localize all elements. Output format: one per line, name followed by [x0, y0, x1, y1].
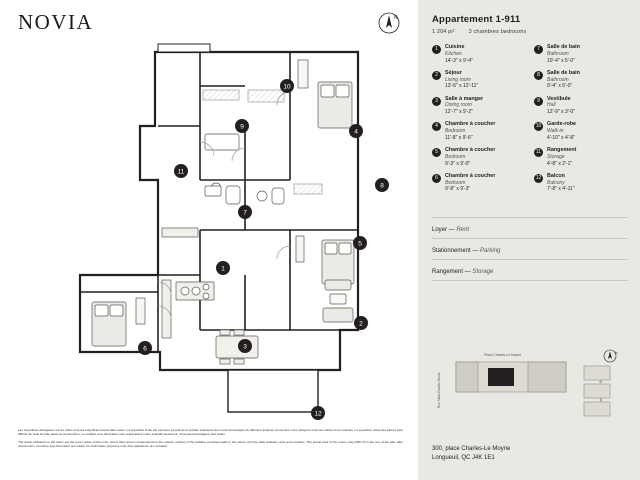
room-number-badge: 3 — [432, 97, 441, 106]
room-name-en: Storage — [547, 153, 565, 160]
unit-bedrooms-fr: 3 chambres — [468, 29, 499, 35]
room-dimensions: 12'-9" x 3'-0" — [547, 109, 575, 115]
svg-text:6: 6 — [143, 345, 147, 353]
svg-text:N: N — [394, 15, 398, 21]
room-name-fr: Chambre à coucher — [445, 172, 496, 179]
room-name-fr: Salle de bain — [547, 44, 580, 50]
room-name-fr: Rangement — [547, 147, 577, 153]
room-name-fr: Chambre à coucher — [445, 147, 496, 153]
room-name-en: Balcony — [547, 179, 565, 186]
room-dimensions: 14'-3" x 9'-4" — [445, 57, 473, 64]
room-legend-item — [432, 70, 526, 90]
page-title: Appartement 1-911 — [432, 14, 521, 25]
svg-text:3: 3 — [243, 343, 247, 351]
svg-text:Place Charles-Le Moyne: Place Charles-Le Moyne — [484, 353, 522, 357]
info-panel — [418, 0, 640, 480]
room-dimensions: 12'-7" x 9'-2" — [445, 109, 473, 115]
room-dimensions: 4'-8" x 2'-1" — [547, 160, 573, 167]
room-dimensions: 13'-6" x 12'-11" — [445, 83, 479, 90]
room-dimensions: 11'-8" x 9'-6" — [445, 134, 473, 141]
room-name-en: Bedroom — [445, 153, 466, 160]
room-number-badge: 10 — [535, 123, 542, 130]
room-name-fr: Vestibule — [547, 95, 571, 102]
room-dimensions: 9'-3" x 9'-0" — [445, 160, 471, 167]
room-dimensions: 9'-8" x 9'-3" — [445, 186, 471, 193]
meta-label-fr: Rangement — — [432, 268, 473, 275]
meta-label-fr: Loyer — — [432, 226, 457, 233]
room-dimensions: 4'-10" x 4'-8" — [547, 134, 575, 141]
key-plan — [432, 348, 628, 426]
meta-row-rent — [432, 217, 628, 239]
svg-text:2: 2 — [359, 320, 363, 328]
room-name-fr: Salle à manger — [445, 95, 484, 102]
room-name-en: Kitchen — [445, 50, 462, 57]
room-legend-item — [432, 44, 526, 64]
room-legend-item — [432, 173, 526, 193]
room-number-badge: 2 — [432, 71, 441, 80]
room-legend-item — [534, 44, 628, 64]
unit-bedrooms — [469, 29, 527, 35]
room-name-fr: Garde-robe — [547, 121, 577, 128]
svg-text:5: 5 — [358, 240, 362, 248]
meta-row-parking — [432, 239, 628, 260]
room-legend-item — [534, 147, 628, 167]
room-name-fr: Séjour — [445, 69, 462, 76]
svg-text:7: 7 — [243, 209, 247, 217]
brand-logo: NOVIA — [18, 10, 94, 34]
svg-text:12: 12 — [314, 410, 322, 418]
meta-label-en: Rent — [456, 226, 470, 233]
room-legend-item — [432, 121, 526, 141]
room-legend-item — [534, 70, 628, 90]
room-dimensions: 7'-8" x 4'-11" — [547, 186, 575, 193]
svg-text:4: 4 — [354, 128, 358, 136]
svg-text:Rue Saint-Charles Ouest: Rue Saint-Charles Ouest — [437, 372, 441, 408]
room-number-badge: 12 — [535, 174, 542, 181]
room-number-badge: 4 — [432, 122, 441, 131]
room-name-fr: Cuisine — [445, 44, 465, 50]
svg-text:9: 9 — [240, 123, 244, 131]
room-name-en: Bathroom — [547, 50, 569, 57]
unit-bedrooms-en: bedrooms — [500, 29, 527, 35]
legal-en: The areas indicated on the plans are the gross areas of the units. Gross floor area is measured from the exterior surface of the building envelope walls to the centre of party walls between units and corridors. The actual area of the rooms may differ from the one of the plan after construction. Furniture and decoration are shown for information purposes only. Five appliances are included. — [18, 439, 403, 449]
room-name-fr: Chambre à coucher — [445, 121, 496, 128]
room-legend-item — [432, 147, 526, 167]
room-legend — [432, 44, 628, 193]
room-legend-item — [534, 96, 628, 116]
unit-summary — [432, 29, 628, 35]
room-name-en: Living room — [445, 76, 471, 83]
room-dimensions: 10'-4" x 5'-0" — [547, 57, 575, 64]
room-name-en: Dining room — [445, 102, 472, 109]
room-legend-item — [534, 121, 628, 141]
svg-text:1: 1 — [221, 265, 225, 273]
room-number-badge: 11 — [535, 149, 542, 155]
room-name-en: Hall — [547, 102, 556, 109]
address-line-2: Longueuil, QC J4K 1E1 — [432, 455, 495, 461]
meta-label-fr: Stationnement — — [432, 247, 481, 254]
room-number-badge: 5 — [432, 148, 441, 157]
room-legend-item — [432, 96, 526, 116]
room-name-fr: Salle de bain — [547, 69, 580, 76]
room-number-badge: 9 — [534, 97, 543, 106]
meta-label-en: Storage — [472, 268, 494, 275]
meta-row-storage — [432, 260, 628, 281]
floor-plan-drawing — [40, 30, 390, 418]
room-dimensions: 9'-4" x 5'-0" — [547, 83, 573, 90]
pricing-list — [432, 217, 628, 281]
room-number-badge: 6 — [432, 174, 441, 183]
meta-label-en: Parking — [480, 247, 501, 254]
room-number-badge: 1 — [432, 45, 441, 54]
room-name-en: Bedroom — [445, 128, 466, 134]
room-name-en: Bathroom — [547, 76, 569, 83]
address-line-1: 300, place Charles-Le Moyne — [432, 446, 511, 452]
svg-text:N: N — [615, 351, 618, 355]
svg-text:11: 11 — [177, 168, 185, 176]
address-block — [432, 445, 510, 463]
room-name-en: Walk-in — [547, 128, 564, 134]
legal-disclaimer — [18, 428, 403, 452]
room-number-badge: 8 — [534, 71, 543, 80]
room-legend-item — [534, 173, 628, 193]
room-number-badge: 7 — [534, 45, 543, 54]
room-name-fr: Balcon — [547, 172, 565, 179]
legal-fr: Les superficies divulguées sur les plans sont les superficies brutes dites utiles. La superficie brute est mesurée à partir de la surface extérieure des murs d'enveloppe du bâtiment jusqu'au centre des murs mitoyens entre les unités et les cuisines. La superficie réelle des pièces peut différer de celle du plan après la construction. Le mobilier et la décoration sont représentés à titre indicatif seulement. Cinq électroménagers sont inclus. — [18, 428, 403, 437]
svg-text:10: 10 — [283, 83, 291, 91]
room-name-en: Bedroom — [445, 179, 466, 186]
unit-area: 1 204 pi² — [432, 29, 455, 35]
svg-text:8: 8 — [380, 182, 384, 190]
